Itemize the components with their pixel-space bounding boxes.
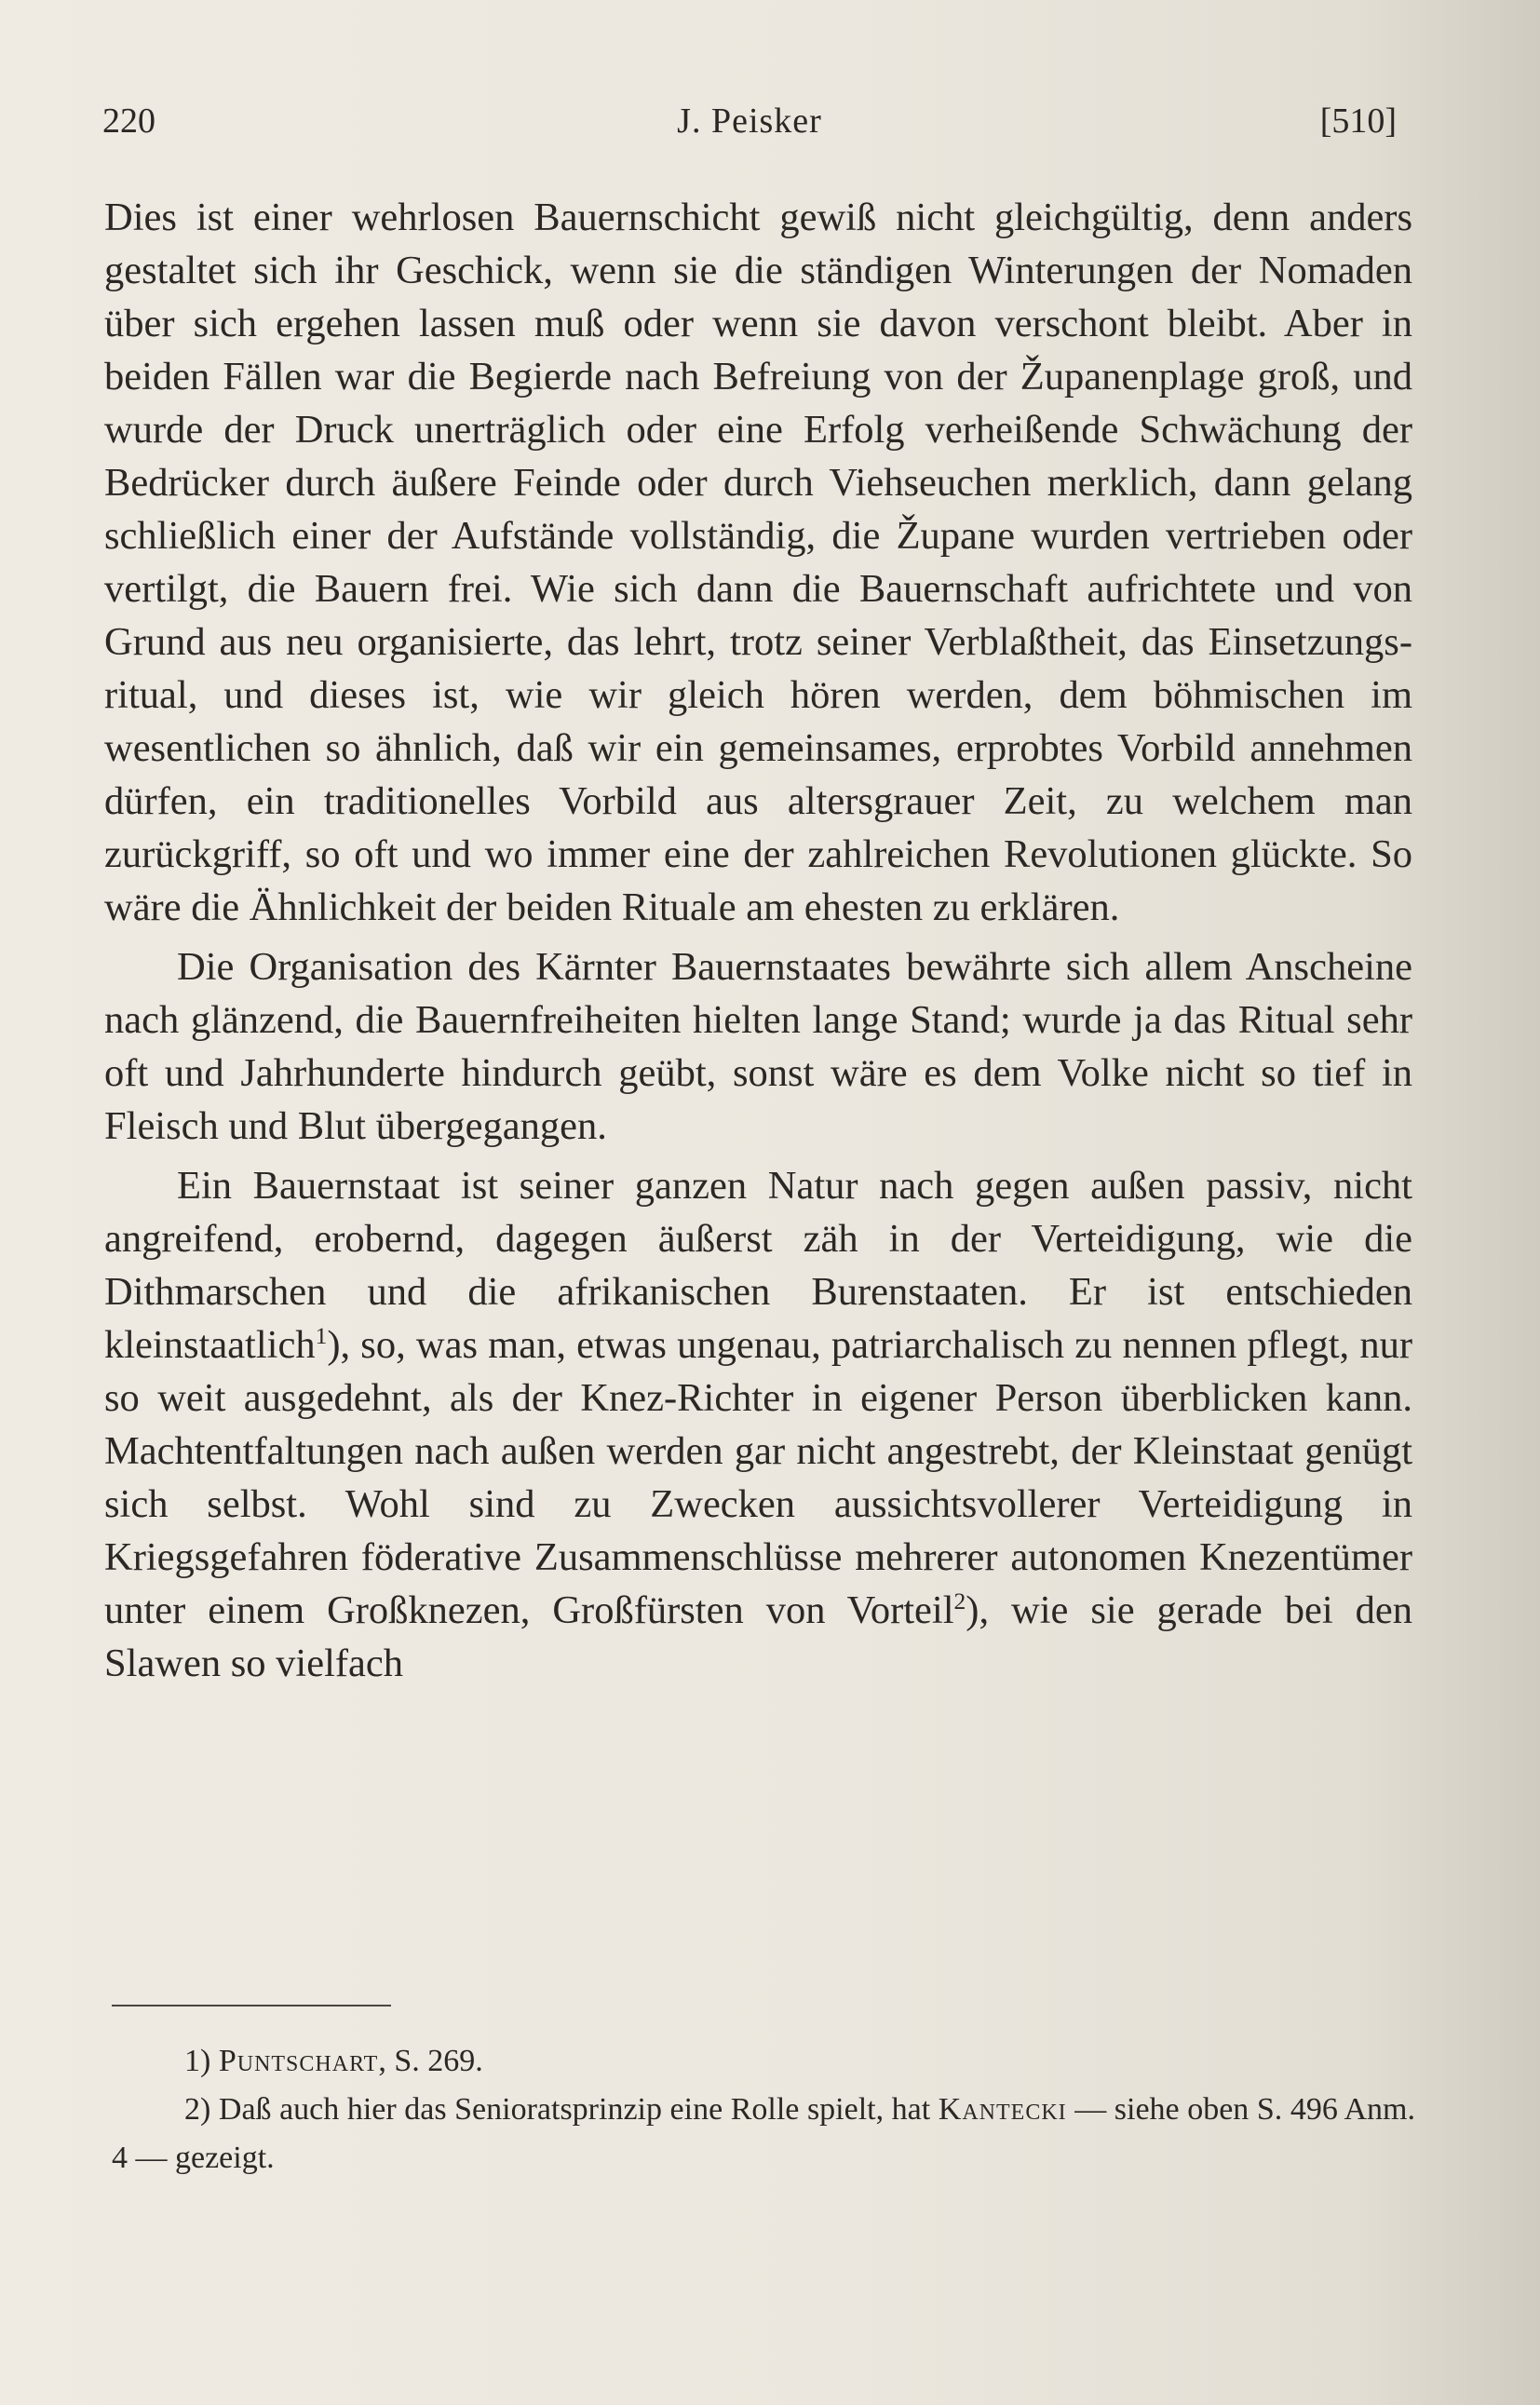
footnote-2-text-pre: Daß auch hier das Senioratsprinzip eine Rolle spielt, hat — [218, 2092, 939, 2127]
page-number: 220 — [102, 101, 155, 141]
paragraph-2: Die Organisation des Kärnter Bauernstaates bewährte sich allem Anscheine nach glänzend, die Bauernfreiheiten hielten lange Stand; wurde ja das Ritual sehr oft und Jahrhunderte hindurch geübt, sonst wäre es dem Volke nicht so tief in Fleisch und Blut übergegangen. — [104, 945, 1412, 1148]
page-header — [102, 101, 1397, 156]
paragraph-3 — [104, 1159, 1412, 1690]
footnote-1-number: 1) — [184, 2044, 211, 2078]
paragraph-1: Dies ist einer wehrlosen Bauernschicht gewiß nicht gleichgültig, denn anders gestaltet sich ihr Geschick, wenn sie die ständigen Winterungen der Nomaden über sich ergehen lassen muß oder wenn sie davon verschont bleibt. Aber in beiden Fällen war die Begierde nach Befreiung von der Županenplage groß, und wurde der Druck unerträglich oder eine Erfolg verheißende Schwächung der Bedrücker durch äußere Feinde oder durch Viehseuchen merklich, dann gelang schließlich einer der Aufstände vollständig, die Župane wurden vertrieben oder vertilgt, die Bauern frei. Wie sich dann die Bauernschaft aufrichtete und von Grund aus neu organisierte, das lehrt, trotz seiner Verblaßtheit, das Einsetzungsritual, und dieses ist, wie wir gleich hören werden, dem böhmischen im wesentlichen so ähnlich, daß wir ein gemeinsames, erprobtes Vorbild annehmen dürfen, ein traditionelles Vorbild aus altersgrauer Zeit, zu welchem man zurückgriff, so oft und wo immer eine der zahlreichen Revolutionen glückte. So wäre die Ähnlichkeit der beiden Rituale am ehesten zu erklären. — [104, 196, 1412, 929]
footnotes — [112, 2037, 1415, 2182]
body-text — [104, 191, 1412, 1690]
paragraph-3-start: Ein Bauernstaat ist seiner ganzen Natur nach gegen außen passiv, nicht angreifend, erobernd, dagegen äußerst zäh in der Verteidigung, wie die Dithmarschen und die afrikanischen Burenstaaten. Er ist entschieden kleinstaatlich — [104, 1164, 1412, 1367]
paragraph-3-middle: ), so, was man, etwas ungenau, patriarchalisch zu nennen pflegt, nur so weit ausgedehnt, als der Knez-Richter in eigener Person überblicken kann. Machtentfaltungen nach außen werden gar nicht angestrebt, der Kleinstaat genügt sich selbst. Wohl sind zu Zwecken aussichtsvollerer Verteidigung in Kriegsgefahren föderative Zusammenschlüsse mehrerer autonomen Knezentümer unter einem Großknezen, Großfürsten von Vorteil — [104, 1323, 1412, 1632]
footnote-1 — [112, 2037, 1415, 2086]
footnote-1-text: , S. 269. — [378, 2044, 483, 2078]
footnote-2 — [112, 2086, 1415, 2182]
footnote-ref-1[interactable]: 1 — [315, 1321, 328, 1349]
footnote-1-author: Puntschart — [218, 2044, 379, 2078]
paragraph-3-end: ), wie sie gerade bei den Slawen so vielfach — [104, 1588, 1412, 1685]
original-page-number: [510] — [1319, 101, 1397, 141]
footnote-2-text-post: — siehe oben S. 496 Anm. 4 — gezeigt. — [112, 2092, 1416, 2175]
footnote-2-number: 2) — [184, 2092, 211, 2127]
footnote-divider — [112, 2005, 391, 2006]
footnote-2-author: Kantecki — [938, 2092, 1067, 2127]
footnote-ref-2[interactable]: 2 — [953, 1587, 966, 1615]
running-title: J. Peisker — [677, 101, 822, 141]
